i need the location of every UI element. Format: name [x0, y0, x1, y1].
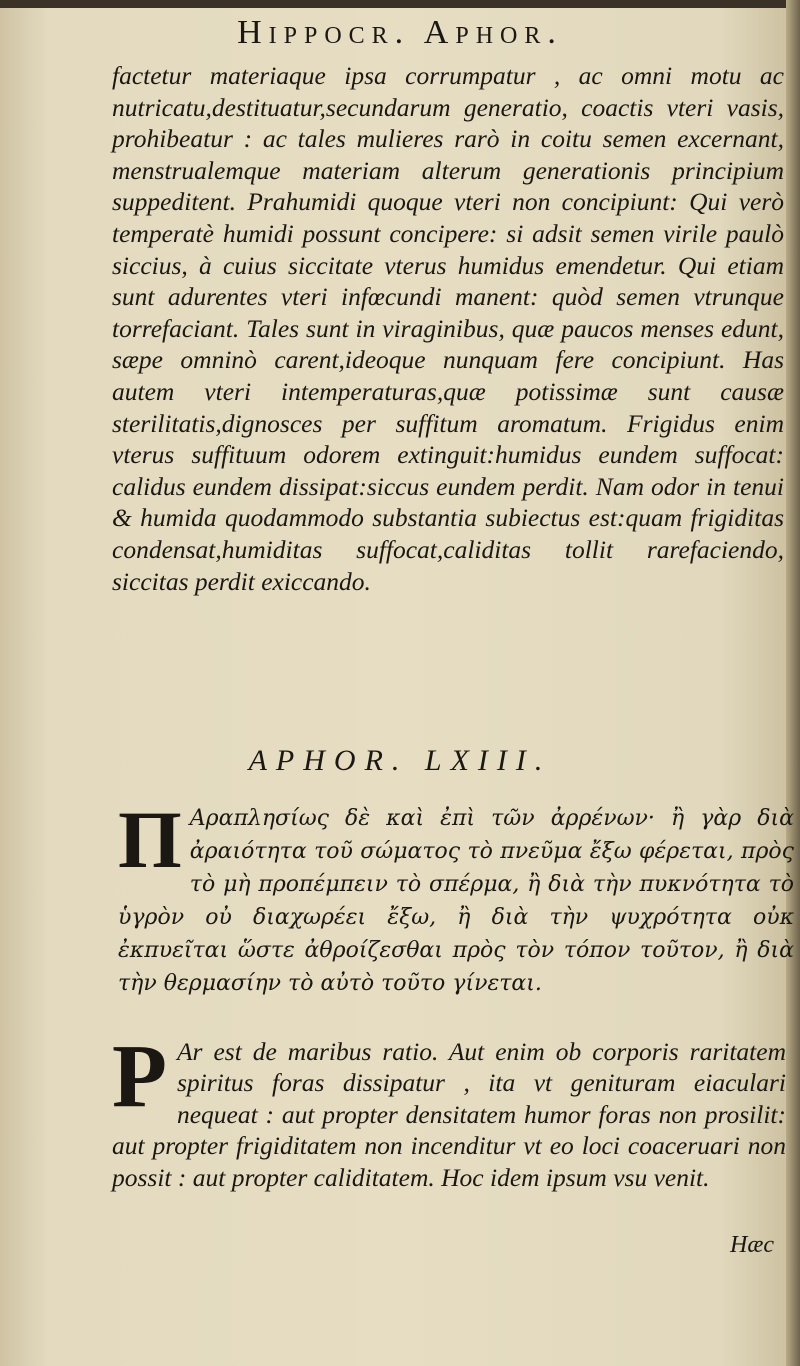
aphorism-heading: APHOR. LXIII.: [248, 744, 552, 777]
running-header: Hippocr. Aphor.: [237, 14, 563, 51]
page-gutter-edge: [786, 0, 800, 1366]
latin-translation-text: Ar est de maribus ratio. Aut enim ob corporis raritatem spiritus foras dissipatur , ita vt genituram eiaculari nequeat : aut propter densitatem humor foras non prosilit: aut propter frigiditatem non incenditur vt eo loci coaceruari non possit : aut propter caliditatem. Hoc idem ipsum vsu venit.: [112, 1037, 786, 1192]
catchword: Hæc: [730, 1232, 774, 1258]
commentary-paragraph: factetur materiaque ipsa corrumpatur , ac omni motu ac nutricatu,destituatur,secundarum generatio, coactis vteri vasis, prohibeatur : ac tales mulieres rarò in coitu semen excernant, menstrualemque materiam alterum generationis principium suppeditent. Prahumidi quoque vteri non concipiunt: Qui verò temperatè humidi possunt concipere: si adsit semen virile paulò siccius, à cuius siccitate vterus humidus emendetur. Qui etiam sunt adurentes vteri infœcundi manent: quòd semen vtrunque torrefaciant. Tales sunt in viraginibus, quæ paucos menses edunt, sæpe omninò carent,ideoque nunquam fere concipiunt. Has autem vteri intemperaturas,quæ potissimæ sunt causæ sterilitatis,dignosces per suffitum aromatum. Frigidus enim vterus suffituum odorem extinguit:humidus eundem suffocat: calidus eundem dissipat:siccus eundem perdit. Nam odor in tenui & humida quodammodo substantia subiectus est:quam frigiditas condensat,humiditas suffocat,caliditas tollit rarefaciendo, siccitas perdit exiccando.: [112, 61, 784, 596]
greek-aphorism: [118, 794, 794, 1000]
top-shadow-band: [0, 0, 800, 8]
latin-translation: [112, 1027, 786, 1193]
greek-aphorism-text: Αραπλησίως δὲ καὶ ἐπὶ τῶν ἀρρένων· ἢ γὰρ διὰ ἀραιότητα τοῦ σώματος τὸ πνεῦμα ἔξω φέρεται, πρὸς τὸ μὴ προπέμπειν τὸ σπέρμα, ἢ διὰ τὴν πυκνότητα τὸ ὑγρὸν οὐ διαχωρέει ἔξω, ἢ διὰ τὴν ψυχρότητα οὐκ ἐκπυεῖται ὥστε ἀθροίζεσθαι πρὸς τὸν τόπον τοῦτον, ἢ διὰ τὴν θερμασίην τὸ αὐτὸ τοῦτο γίνεται.: [118, 806, 794, 996]
latin-drop-cap: P: [112, 1027, 167, 1126]
greek-drop-cap: Π: [118, 794, 182, 885]
